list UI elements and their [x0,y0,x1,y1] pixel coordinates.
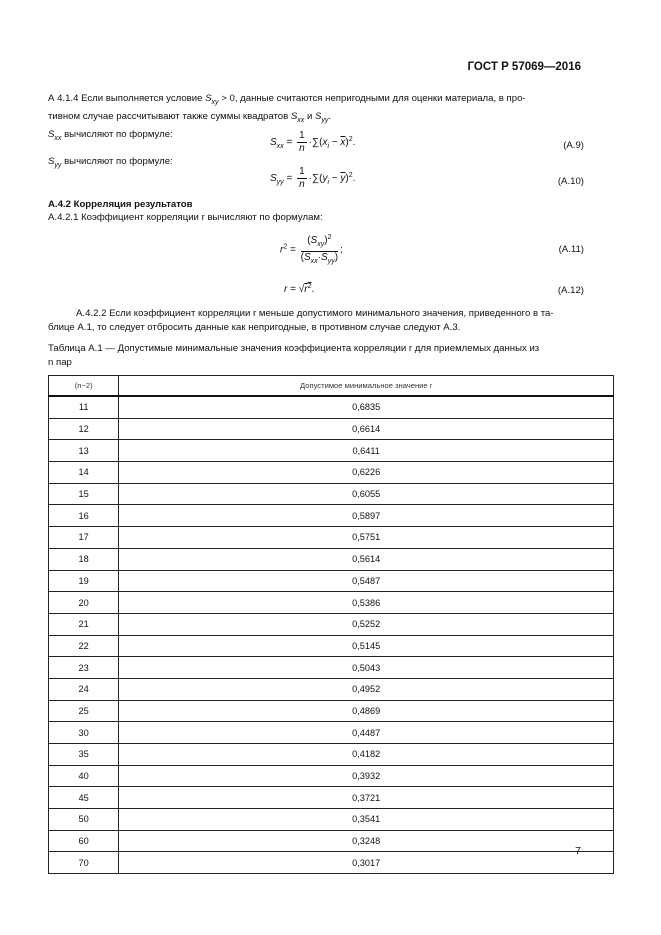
cell-n: 24 [49,678,119,700]
cell-r: 0,5751 [119,527,614,549]
col-header-r: Допустимое минимальное значение r [119,376,614,397]
para-text: . [328,111,332,122]
table-row [49,809,614,831]
table-row [49,722,614,744]
table-row [49,787,614,809]
cell-r: 0,5897 [119,505,614,527]
cell-n: 20 [49,592,119,614]
cell-r: 0,3932 [119,765,614,787]
cell-n: 19 [49,570,119,592]
table-row [49,700,614,722]
table-row [49,440,614,462]
cell-n: 11 [49,396,119,418]
cell-r: 0,4182 [119,744,614,766]
cell-r: 0,4869 [119,700,614,722]
paragraph-a414: А 4.1.4 Если выполняется условие $S_{xy} > 0$, данные считаются непригодными для оценки материала, в про- тивном случае рассчитывают также суммы квадратов $S_{xx}$ и $S_{yy}$. $S_{xx}$ вычисляют по формуле: [48,93,526,142]
cell-r: 0,3541 [119,809,614,831]
section-title: А.4.2 Корреляция результатов [48,199,193,210]
table-row [49,830,614,852]
caption-line: Таблица А.1 — Допустимые минимальные значения коэффициента корреляции r для приемлемых данных из [48,343,540,354]
table-row [49,852,614,874]
cell-n: 30 [49,722,119,744]
cell-r: 0,3721 [119,787,614,809]
table-caption [48,342,614,370]
para-text: А 4.1.4 Если выполняется условие [48,93,206,104]
cell-n: 16 [49,505,119,527]
cell-r: 0,5043 [119,657,614,679]
table-row [49,635,614,657]
table-body [49,396,614,874]
table-header-row [49,376,614,397]
table-row [49,570,614,592]
cell-n: 35 [49,744,119,766]
equation-a10: $S_{yy}$ = $\frac{1}{n}$ $\cdot\sum(y_i - \overline{y})^2$. [270,166,356,190]
cell-r: 0,5614 [119,548,614,570]
table-row [49,483,614,505]
cell-n: 21 [49,613,119,635]
table-row [49,613,614,635]
cell-r: 0,3017 [119,852,614,874]
cell-n: 70 [49,852,119,874]
equation-number: (А.11) [558,244,584,255]
table-row [49,396,614,418]
table-row [49,462,614,484]
col-header-n: (n−2) [49,376,119,397]
cell-n: 12 [49,418,119,440]
paragraph-a421: А.4.2.1 Коэффициент корреляции r вычисляют по формулам: [48,212,323,223]
para-text: > 0, данные считаются непригодными для оценки материала, в про- [218,93,526,104]
cell-n: 40 [49,765,119,787]
equation-number: (А.9) [563,140,584,151]
cell-n: 60 [49,830,119,852]
syy-intro: вычисляют по формуле: [61,156,173,167]
cell-n: 45 [49,787,119,809]
cell-r: 0,6835 [119,396,614,418]
cell-n: 18 [49,548,119,570]
equation-number: (А.12) [557,285,584,296]
document-header: ГОСТ Р 57069—2016 [467,61,581,73]
cell-r: 0,4487 [119,722,614,744]
para-text: тивном случае рассчитывают также суммы квадратов [48,111,291,122]
cell-n: 50 [49,809,119,831]
cell-r: 0,6226 [119,462,614,484]
sxx-intro: вычисляют по формуле: [61,129,173,140]
cell-n: 22 [49,635,119,657]
table-row [49,505,614,527]
cell-n: 17 [49,527,119,549]
cell-n: 25 [49,700,119,722]
cell-n: 23 [49,657,119,679]
table-row [49,657,614,679]
syy-intro-line: $S_{yy}$ вычисляют по формуле: [48,156,173,169]
para-line: А.4.2.2 Если коэффициент корреляции r меньше допустимого минимального значения, приведенного в та- [76,308,554,319]
cell-r: 0,5487 [119,570,614,592]
cell-n: 13 [49,440,119,462]
caption-line: n пар [48,357,72,368]
cell-r: 0,5386 [119,592,614,614]
cell-r: 0,5145 [119,635,614,657]
table-row [49,548,614,570]
equation-a12: $r = √r^2$. [284,283,315,295]
equation-a11: $r^2$ = $\frac{(S_{xy})^2}{(S_{xx}\cdot S_{yy})}$ ; [280,234,343,265]
paragraph-a422 [48,307,614,335]
table-row [49,592,614,614]
table-row [49,765,614,787]
cell-r: 0,6614 [119,418,614,440]
cell-r: 0,4952 [119,678,614,700]
cell-r: 0,6055 [119,483,614,505]
para-line: блице А.1, то следует отбросить данные как непригодные, в противном случае следуют А.3. [48,322,461,333]
page-number: 7 [575,845,581,857]
cell-r: 0,6411 [119,440,614,462]
equation-a9: $S_{xx}$ = $\frac{1}{n}$ $\cdot\sum(x_i - \overline{x})^2$. [270,130,356,154]
correlation-table [48,375,614,874]
table-row [49,418,614,440]
cell-r: 0,5252 [119,613,614,635]
cell-r: 0,3248 [119,830,614,852]
cell-n: 14 [49,462,119,484]
table-row [49,744,614,766]
equation-number: (А.10) [557,176,584,187]
table-row [49,527,614,549]
para-text: и [304,111,315,122]
table-row [49,678,614,700]
cell-n: 15 [49,483,119,505]
